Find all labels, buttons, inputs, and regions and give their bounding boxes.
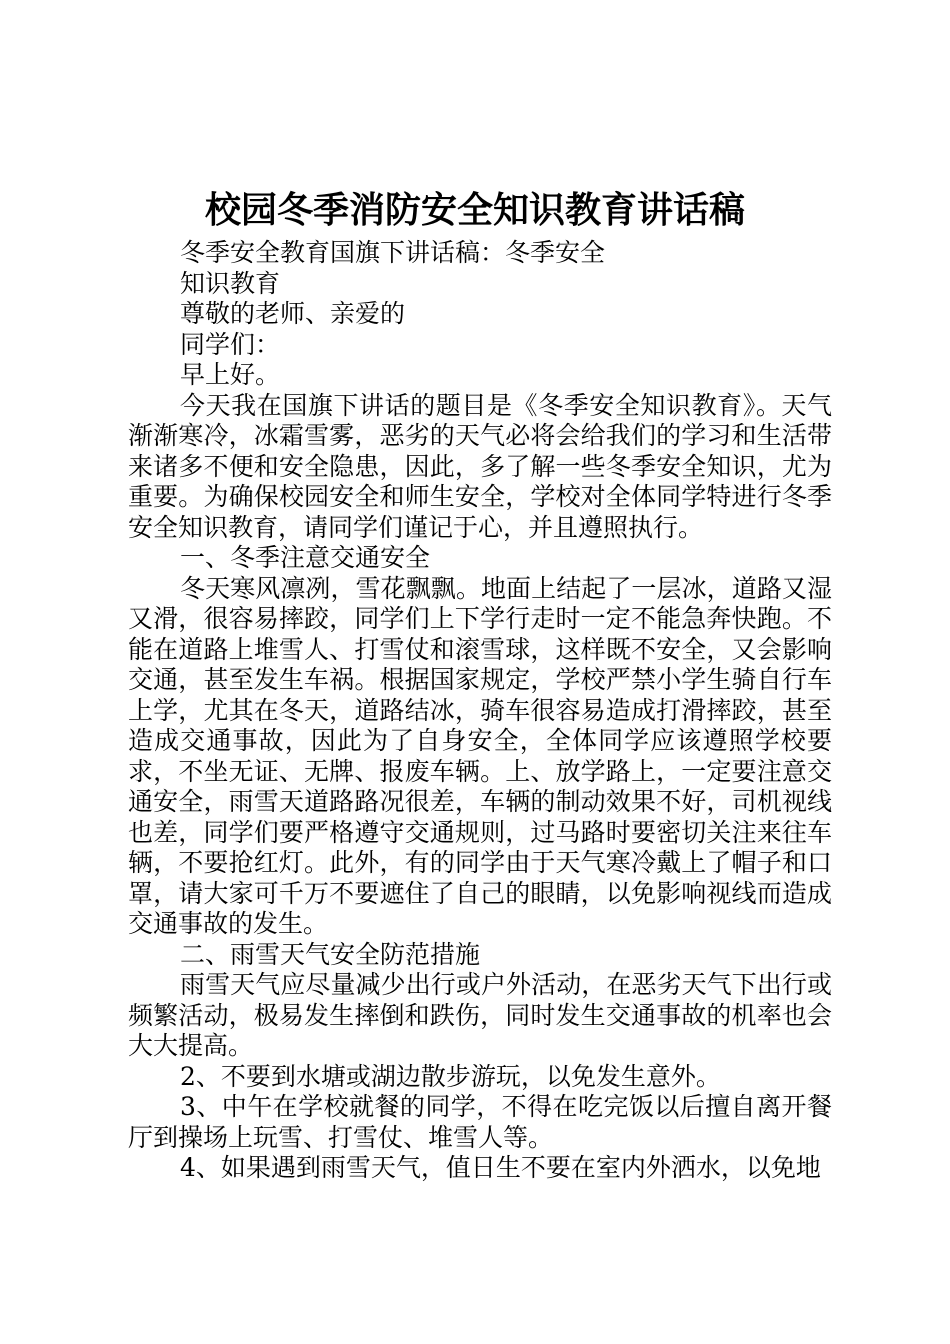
paragraph: 知识教育 [180,268,281,298]
document-title: 校园冬季消防安全知识教育讲话稿 [204,189,745,231]
list-item: 2、不要到水塘或湖边散步游玩，以免发生意外。 [180,1061,721,1091]
section-heading: 二、雨雪天气安全防范措施 [180,939,481,969]
list-item: 3、中午在学校就餐的同学，不得在吃完饭以后擅自离开餐厅到操场上玩雪、打雪仗、堆雪人等。 [128,1092,832,1152]
list-item: 4、如果遇到雨雪天气，值日生不要在室内外洒水，以免地 [180,1153,821,1182]
paragraph: 雨雪天气应尽量减少出行或户外活动，在恶劣天气下出行或频繁活动，极易发生摔倒和跌伤，同时发生交通事故的机率也会大大提高。 [128,970,832,1060]
paragraph: 冬天寒风凛冽，雪花飘飘。地面上结起了一层冰，道路又湿又滑，很容易摔跤，同学们上下学行走时一定不能急奔快跑。不能在道路上堆雪人、打雪仗和滚雪球，这样既不安全，又会影响交通，甚至发生车祸。根据国家规定，学校严禁小学生骑自行车上学，尤其在冬天，道路结冰，骑车很容易造成打滑摔跤，甚至造成交通事故，因此为了自身安全，全体同学应该遵照学校要求，不坐无证、无牌、报废车辆。上、放学路上，一定要注意交通安全，雨雪天道路路况很差，车辆的制动效果不好，司机视线也差，同学们要严格遵守交通规则，过马路时要密切关注来往车辆，不要抢红灯。此外，有的同学由于天气寒冷戴上了帽子和口罩，请大家可千万不要遮住了自己的眼睛，以免影响视线而造成交通事故的发生。 [128,573,832,938]
section-heading: 一、冬季注意交通安全 [180,543,431,572]
paragraph: 今天我在国旗下讲话的题目是《冬季安全知识教育》。天气渐渐寒冷，冰霜雪雾，恶劣的天气必将会给我们的学习和生活带来诸多不便和安全隐患，因此，多了解一些冬季安全知识，尤为重要。为确保校园安全和师生安全，学校对全体同学特进行冬季安全知识教育，请同学们谨记于心，并且遵照执行。 [128,390,832,542]
paragraph: 同学们： [180,329,281,359]
paragraph: 尊敬的老师、亲爱的 [180,299,406,328]
paragraph: 早上好。 [180,360,281,389]
paragraph: 冬季安全教育国旗下讲话稿：冬季安全 [180,238,606,267]
document-body [128,238,832,1184]
